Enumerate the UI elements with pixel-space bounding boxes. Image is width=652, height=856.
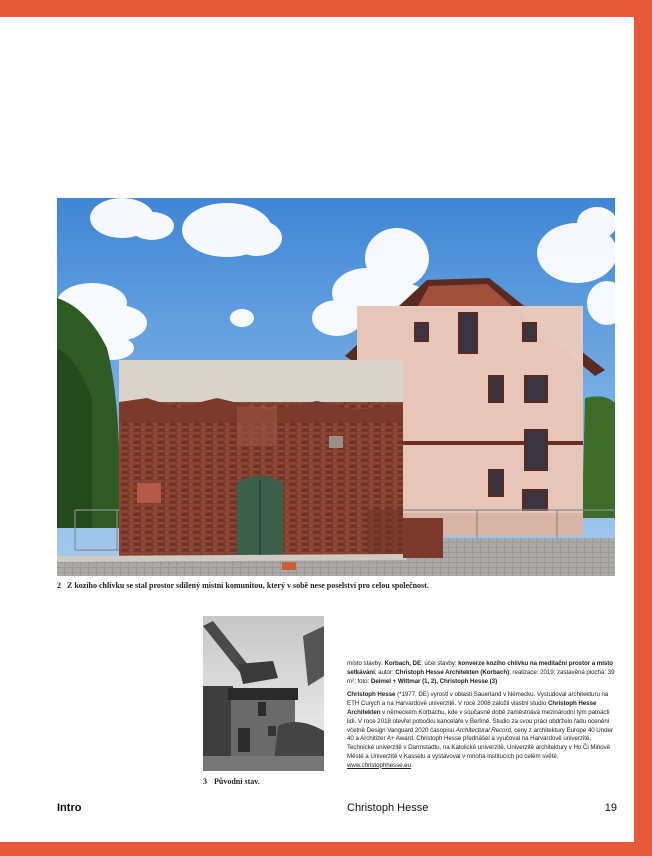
main-photo-caption — [57, 581, 617, 590]
bio-text-2: v německém Korbachu, kde v současné době zaměstnává mezinárodní tým patnácti lidí. V roce 2018 otevřel pobočku kanceláře v Berlíně. Studio za svou práci obdrželo řadu ocenění včetně Design Vanguard 2020 časopisu — [347, 708, 610, 734]
project-facts — [347, 660, 617, 686]
magazine-name: Architectural Record — [455, 726, 511, 734]
photo-credits: Deimel + Wittmar (1, 2), Christoph Hesse (3) — [370, 677, 498, 685]
caption-text: Z kozího chlívku se stal prostor sdílený místní komunitou, který v sobě nese poselství pro celou společnost. — [67, 581, 429, 590]
caption-number: 3 — [203, 777, 207, 786]
label-author: ; autor: — [374, 668, 396, 676]
place-value: Korbach, DE — [384, 660, 422, 667]
purpose-value: konverze kozího chlívku na meditační prostor a místo setkávání — [347, 660, 614, 676]
bio-text-3: , ceny z architektury Europe 40 Under 40 a Architizer A+ Award. Christoph Hesse přednášel a vyučoval na Harvardově univerzitě, Technické univerzitě v Darmstadtu, na Katolické univerzitě, Univerzitě architektury v Ho Či Minově Městě a Univerzitě v Kasselu a vystavoval v mnoha institucích po celém světě. — [347, 726, 613, 760]
caption-text: Původní stav. — [214, 777, 260, 786]
project-info — [347, 660, 617, 776]
caption-number: 2 — [57, 581, 61, 590]
author-value: Christoph Hesse Architekten (Korbach) — [395, 668, 510, 676]
bio-text-1: (*1977, DE) vyrostl v oblasti Sauerland v Německu. Vystudoval architekturu na ETH Curych a na Harvardově univerzitě. V roce 2008 založil vlastní studio — [347, 691, 609, 708]
architect-name: Christoph Hesse — [347, 691, 396, 699]
project-details: ; realizace: 2019; zastavěná plocha: 39 m²; foto: — [347, 668, 615, 685]
main-photo — [57, 198, 615, 576]
original-photo-caption — [203, 777, 260, 786]
website-link[interactable]: www.christophhesse.eu — [347, 761, 411, 769]
page-number: 19 — [604, 802, 617, 814]
label-purpose: ; účel stavby: — [421, 660, 459, 667]
studio-name: Christoph Hesse Architekten — [347, 700, 597, 716]
original-state-photo — [203, 616, 324, 771]
label-place: místo stavby: — [347, 660, 385, 667]
footer-section: Intro — [57, 802, 82, 814]
architect-bio — [347, 691, 617, 770]
footer-architect-name: Christoph Hesse — [347, 802, 429, 814]
